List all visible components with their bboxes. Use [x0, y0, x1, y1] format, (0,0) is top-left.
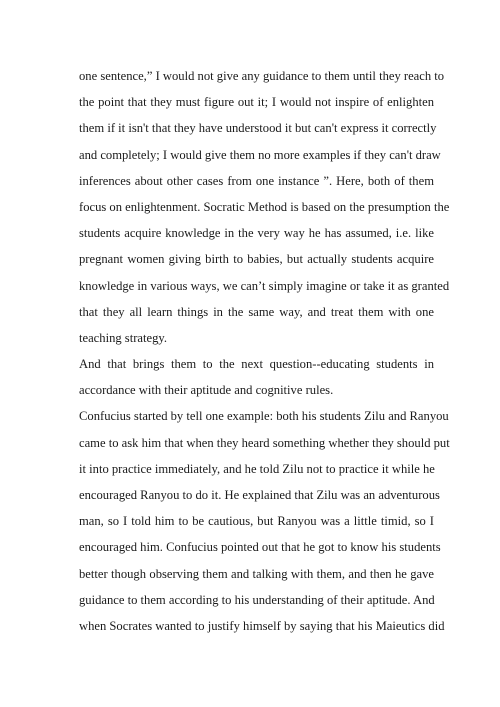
- text-line: Confucius started by tell one example: both his students Zilu and Ranyou: [79, 409, 449, 424]
- paragraph: [79, 351, 434, 403]
- text-line: it into practice immediately, and he told Zilu not to practice it while he: [79, 461, 435, 476]
- text-line: that they all learn things in the same way, and treat them with one: [79, 304, 434, 319]
- text-line: and completely; I would give them no more examples if they can't draw: [79, 147, 441, 162]
- text-line: man, so I told him to be cautious, but Ranyou was a little timid, so I: [79, 514, 434, 529]
- text-line: accordance with their aptitude and cognitive rules.: [79, 383, 334, 398]
- text-line: when Socrates wanted to justify himself by saying that his Maieutics did: [79, 618, 445, 633]
- text-line: And that brings them to the next question--educating students in: [79, 357, 434, 372]
- text-line: better though observing them and talking with them, and then he gave: [79, 566, 434, 581]
- text-line: teaching strategy.: [79, 330, 168, 345]
- text-line: pregnant women giving birth to babies, but actually students acquire: [79, 252, 434, 267]
- text-line: students acquire knowledge in the very way he has assumed, i.e. like: [79, 226, 434, 241]
- text-line: them if it isn't that they have understood it but can't express it correctly: [79, 121, 437, 136]
- body-text: [79, 63, 450, 639]
- text-line: encouraged Ranyou to do it. He explained that Zilu was an adventurous: [79, 488, 440, 502]
- text-line: one sentence,” I would not give any guidance to them until they reach to: [79, 69, 445, 83]
- text-line: focus on enlightenment. Socratic Method is based on the presumption the: [79, 199, 450, 214]
- paragraph: [79, 403, 450, 639]
- text-line: inferences about other cases from one instance ”. Here, both of them: [79, 173, 434, 188]
- paragraph: [79, 63, 450, 351]
- text-line: the point that they must figure out it; I would not inspire of enlighten: [79, 95, 434, 110]
- text-line: knowledge in various ways, we can’t simply imagine or take it as granted: [79, 278, 450, 293]
- text-line: encouraged him. Confucius pointed out that he got to know his students: [79, 540, 441, 555]
- text-line: came to ask him that when they heard something whether they should put: [79, 435, 450, 450]
- text-line: guidance to them according to his understanding of their aptitude. And: [79, 592, 435, 607]
